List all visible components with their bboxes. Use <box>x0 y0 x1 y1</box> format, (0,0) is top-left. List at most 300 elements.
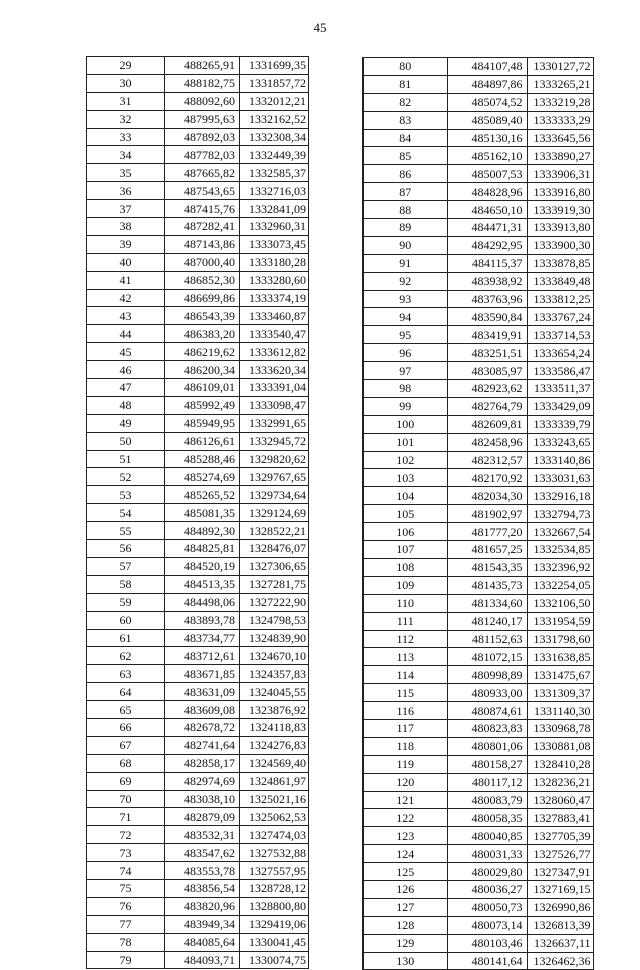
x-coordinate: 484471,31 <box>447 219 527 237</box>
x-coordinate: 480036,27 <box>447 880 527 898</box>
y-coordinate: 1324357,83 <box>240 665 309 683</box>
y-coordinate: 1329734,64 <box>240 486 309 504</box>
point-number: 125 <box>363 863 447 881</box>
y-coordinate: 1324045,55 <box>240 683 309 701</box>
x-coordinate: 483671,85 <box>165 665 240 683</box>
table-row <box>363 630 593 648</box>
y-coordinate: 1333586,47 <box>527 362 593 380</box>
y-coordinate: 1333812,25 <box>527 290 593 308</box>
point-number: 80 <box>363 58 447 76</box>
x-coordinate: 484292,95 <box>447 236 527 254</box>
x-coordinate: 486543,39 <box>165 307 240 325</box>
x-coordinate: 485081,35 <box>165 504 240 522</box>
point-number: 92 <box>363 272 447 290</box>
x-coordinate: 482609,81 <box>447 415 527 433</box>
table-row <box>363 952 593 970</box>
y-coordinate: 1333374,19 <box>240 289 309 307</box>
point-number: 70 <box>87 790 165 808</box>
y-coordinate: 1324569,40 <box>240 754 309 772</box>
x-coordinate: 487665,82 <box>165 164 240 182</box>
x-coordinate: 480029,80 <box>447 863 527 881</box>
table-row <box>87 235 309 253</box>
table-row <box>87 522 309 540</box>
point-number: 95 <box>363 326 447 344</box>
y-coordinate: 1324798,53 <box>240 611 309 629</box>
y-coordinate: 1327222,90 <box>240 593 309 611</box>
x-coordinate: 481334,60 <box>447 594 527 612</box>
point-number: 31 <box>87 92 165 110</box>
x-coordinate: 483763,96 <box>447 290 527 308</box>
y-coordinate: 1331954,59 <box>527 612 593 630</box>
x-coordinate: 482170,92 <box>447 469 527 487</box>
point-number: 128 <box>363 916 447 934</box>
x-coordinate: 481072,15 <box>447 648 527 666</box>
table-row <box>87 218 309 236</box>
x-coordinate: 485074,52 <box>447 93 527 111</box>
y-coordinate: 1332960,31 <box>240 218 309 236</box>
table-row <box>87 307 309 325</box>
y-coordinate: 1332106,50 <box>527 594 593 612</box>
point-number: 107 <box>363 541 447 559</box>
table-row <box>87 200 309 218</box>
y-coordinate: 1333913,80 <box>527 219 593 237</box>
y-coordinate: 1333280,60 <box>240 271 309 289</box>
y-coordinate: 1328800,80 <box>240 897 309 915</box>
table-row <box>87 289 309 307</box>
y-coordinate: 1324276,83 <box>240 736 309 754</box>
y-coordinate: 1327169,15 <box>527 880 593 898</box>
point-number: 63 <box>87 665 165 683</box>
x-coordinate: 483419,91 <box>447 326 527 344</box>
x-coordinate: 480823,83 <box>447 719 527 737</box>
y-coordinate: 1328728,12 <box>240 879 309 897</box>
y-coordinate: 1327281,75 <box>240 575 309 593</box>
y-coordinate: 1331638,85 <box>527 648 593 666</box>
point-number: 35 <box>87 164 165 182</box>
table-row <box>363 898 593 916</box>
point-number: 65 <box>87 701 165 719</box>
point-number: 73 <box>87 844 165 862</box>
table-row <box>363 469 593 487</box>
point-number: 96 <box>363 344 447 362</box>
table-row <box>87 790 309 808</box>
point-number: 39 <box>87 235 165 253</box>
point-number: 121 <box>363 791 447 809</box>
point-number: 119 <box>363 755 447 773</box>
x-coordinate: 484897,86 <box>447 75 527 93</box>
point-number: 36 <box>87 182 165 200</box>
coordinates-table-right <box>362 57 594 970</box>
y-coordinate: 1332308,34 <box>240 128 309 146</box>
x-coordinate: 487543,65 <box>165 182 240 200</box>
table-row <box>87 557 309 575</box>
point-number: 108 <box>363 558 447 576</box>
point-number: 77 <box>87 915 165 933</box>
table-row <box>87 486 309 504</box>
y-coordinate: 1333645,56 <box>527 129 593 147</box>
table-row <box>363 219 593 237</box>
point-number: 84 <box>363 129 447 147</box>
y-coordinate: 1333890,27 <box>527 147 593 165</box>
x-coordinate: 482678,72 <box>165 718 240 736</box>
x-coordinate: 483712,61 <box>165 647 240 665</box>
point-number: 74 <box>87 862 165 880</box>
point-number: 37 <box>87 200 165 218</box>
y-coordinate: 1330968,78 <box>527 719 593 737</box>
x-coordinate: 484093,71 <box>165 951 240 969</box>
x-coordinate: 488182,75 <box>165 74 240 92</box>
table-row <box>363 58 593 76</box>
x-coordinate: 484828,96 <box>447 183 527 201</box>
x-coordinate: 480031,33 <box>447 845 527 863</box>
y-coordinate: 1327557,95 <box>240 862 309 880</box>
y-coordinate: 1332534,85 <box>527 541 593 559</box>
table-row <box>363 916 593 934</box>
table-row <box>87 504 309 522</box>
point-number: 66 <box>87 718 165 736</box>
x-coordinate: 483085,97 <box>447 362 527 380</box>
table-row <box>87 933 309 951</box>
x-coordinate: 484107,48 <box>447 58 527 76</box>
point-number: 101 <box>363 433 447 451</box>
y-coordinate: 1332916,18 <box>527 487 593 505</box>
y-coordinate: 1331475,67 <box>527 666 593 684</box>
point-number: 67 <box>87 736 165 754</box>
table-row <box>363 362 593 380</box>
table-row <box>87 361 309 379</box>
y-coordinate: 1333767,24 <box>527 308 593 326</box>
x-coordinate: 480058,35 <box>447 809 527 827</box>
y-coordinate: 1333849,48 <box>527 272 593 290</box>
y-coordinate: 1329820,62 <box>240 450 309 468</box>
y-coordinate: 1333460,87 <box>240 307 309 325</box>
y-coordinate: 1333916,80 <box>527 183 593 201</box>
table-row <box>87 575 309 593</box>
x-coordinate: 482974,69 <box>165 772 240 790</box>
x-coordinate: 484085,64 <box>165 933 240 951</box>
point-number: 79 <box>87 951 165 969</box>
y-coordinate: 1333031,63 <box>527 469 593 487</box>
x-coordinate: 483856,54 <box>165 879 240 897</box>
table-row <box>363 666 593 684</box>
y-coordinate: 1327532,88 <box>240 844 309 862</box>
y-coordinate: 1333511,37 <box>527 380 593 398</box>
table-row <box>363 201 593 219</box>
point-number: 86 <box>363 165 447 183</box>
table-row <box>87 718 309 736</box>
x-coordinate: 483038,10 <box>165 790 240 808</box>
x-coordinate: 486200,34 <box>165 361 240 379</box>
y-coordinate: 1327883,41 <box>527 809 593 827</box>
table-row <box>363 397 593 415</box>
x-coordinate: 480874,61 <box>447 702 527 720</box>
x-coordinate: 488092,60 <box>165 92 240 110</box>
table-row <box>87 862 309 880</box>
table-row <box>87 879 309 897</box>
point-number: 52 <box>87 468 165 486</box>
y-coordinate: 1326990,86 <box>527 898 593 916</box>
x-coordinate: 486126,61 <box>165 432 240 450</box>
table-row <box>363 863 593 881</box>
table-row <box>87 182 309 200</box>
table-row <box>87 164 309 182</box>
y-coordinate: 1330041,45 <box>240 933 309 951</box>
x-coordinate: 486383,20 <box>165 325 240 343</box>
table-row <box>363 183 593 201</box>
y-coordinate: 1324861,97 <box>240 772 309 790</box>
point-number: 42 <box>87 289 165 307</box>
x-coordinate: 483553,78 <box>165 862 240 880</box>
y-coordinate: 1333098,47 <box>240 396 309 414</box>
point-number: 115 <box>363 684 447 702</box>
point-number: 110 <box>363 594 447 612</box>
x-coordinate: 480073,14 <box>447 916 527 934</box>
x-coordinate: 484825,81 <box>165 540 240 558</box>
point-number: 98 <box>363 380 447 398</box>
y-coordinate: 1332991,65 <box>240 414 309 432</box>
point-number: 30 <box>87 74 165 92</box>
y-coordinate: 1325062,53 <box>240 808 309 826</box>
x-coordinate: 484892,30 <box>165 522 240 540</box>
x-coordinate: 485162,10 <box>447 147 527 165</box>
y-coordinate: 1332667,54 <box>527 523 593 541</box>
table-row <box>87 379 309 397</box>
point-number: 85 <box>363 147 447 165</box>
x-coordinate: 487000,40 <box>165 253 240 271</box>
point-number: 34 <box>87 146 165 164</box>
y-coordinate: 1333265,21 <box>527 75 593 93</box>
point-number: 68 <box>87 754 165 772</box>
point-number: 114 <box>363 666 447 684</box>
point-number: 76 <box>87 897 165 915</box>
point-number: 61 <box>87 629 165 647</box>
point-number: 38 <box>87 218 165 236</box>
y-coordinate: 1323876,92 <box>240 701 309 719</box>
point-number: 57 <box>87 557 165 575</box>
point-number: 41 <box>87 271 165 289</box>
point-number: 126 <box>363 880 447 898</box>
point-number: 53 <box>87 486 165 504</box>
y-coordinate: 1332396,92 <box>527 558 593 576</box>
y-coordinate: 1331309,37 <box>527 684 593 702</box>
x-coordinate: 480103,46 <box>447 934 527 952</box>
point-number: 117 <box>363 719 447 737</box>
table-row <box>87 629 309 647</box>
point-number: 54 <box>87 504 165 522</box>
table-row <box>363 576 593 594</box>
table-row <box>363 809 593 827</box>
y-coordinate: 1332254,05 <box>527 576 593 594</box>
x-coordinate: 485007,53 <box>447 165 527 183</box>
x-coordinate: 480998,89 <box>447 666 527 684</box>
coordinates-table-left <box>86 56 309 969</box>
x-coordinate: 484650,10 <box>447 201 527 219</box>
point-number: 69 <box>87 772 165 790</box>
x-coordinate: 482741,64 <box>165 736 240 754</box>
y-coordinate: 1333900,30 <box>527 236 593 254</box>
point-number: 90 <box>363 236 447 254</box>
x-coordinate: 483547,62 <box>165 844 240 862</box>
point-number: 64 <box>87 683 165 701</box>
table-row <box>87 701 309 719</box>
table-row <box>363 612 593 630</box>
y-coordinate: 1328522,21 <box>240 522 309 540</box>
point-number: 105 <box>363 505 447 523</box>
point-number: 46 <box>87 361 165 379</box>
table-row <box>87 951 309 969</box>
x-coordinate: 487782,03 <box>165 146 240 164</box>
y-coordinate: 1326462,36 <box>527 952 593 970</box>
table-row <box>363 75 593 93</box>
table-row <box>363 684 593 702</box>
point-number: 71 <box>87 808 165 826</box>
x-coordinate: 483532,31 <box>165 826 240 844</box>
x-coordinate: 480050,73 <box>447 898 527 916</box>
x-coordinate: 484498,06 <box>165 593 240 611</box>
y-coordinate: 1326637,11 <box>527 934 593 952</box>
table-row <box>363 558 593 576</box>
y-coordinate: 1332162,52 <box>240 110 309 128</box>
x-coordinate: 485089,40 <box>447 111 527 129</box>
x-coordinate: 480040,85 <box>447 827 527 845</box>
point-number: 88 <box>363 201 447 219</box>
point-number: 118 <box>363 737 447 755</box>
table-row <box>363 827 593 845</box>
x-coordinate: 480117,12 <box>447 773 527 791</box>
table-row <box>363 165 593 183</box>
x-coordinate: 485949,95 <box>165 414 240 432</box>
table-row <box>87 146 309 164</box>
point-number: 127 <box>363 898 447 916</box>
point-number: 49 <box>87 414 165 432</box>
y-coordinate: 1332945,72 <box>240 432 309 450</box>
table-row <box>87 683 309 701</box>
x-coordinate: 482858,17 <box>165 754 240 772</box>
y-coordinate: 1330074,75 <box>240 951 309 969</box>
point-number: 82 <box>363 93 447 111</box>
table-row <box>363 773 593 791</box>
x-coordinate: 482312,57 <box>447 451 527 469</box>
table-row <box>363 380 593 398</box>
point-number: 78 <box>87 933 165 951</box>
point-number: 94 <box>363 308 447 326</box>
y-coordinate: 1324839,90 <box>240 629 309 647</box>
y-coordinate: 1333878,85 <box>527 254 593 272</box>
table-row <box>87 343 309 361</box>
point-number: 40 <box>87 253 165 271</box>
table-row <box>363 236 593 254</box>
table-row <box>363 934 593 952</box>
point-number: 83 <box>363 111 447 129</box>
y-coordinate: 1333429,09 <box>527 397 593 415</box>
point-number: 120 <box>363 773 447 791</box>
x-coordinate: 484520,19 <box>165 557 240 575</box>
point-number: 44 <box>87 325 165 343</box>
y-coordinate: 1333140,86 <box>527 451 593 469</box>
point-number: 97 <box>363 362 447 380</box>
x-coordinate: 488265,91 <box>165 57 240 75</box>
point-number: 130 <box>363 952 447 970</box>
point-number: 62 <box>87 647 165 665</box>
table-row <box>87 92 309 110</box>
x-coordinate: 481543,35 <box>447 558 527 576</box>
y-coordinate: 1331857,72 <box>240 74 309 92</box>
x-coordinate: 484513,35 <box>165 575 240 593</box>
table-row <box>363 541 593 559</box>
x-coordinate: 483251,51 <box>447 344 527 362</box>
x-coordinate: 486852,30 <box>165 271 240 289</box>
table-row <box>363 523 593 541</box>
x-coordinate: 483734,77 <box>165 629 240 647</box>
table-row <box>363 308 593 326</box>
table-row <box>87 844 309 862</box>
point-number: 58 <box>87 575 165 593</box>
x-coordinate: 480141,64 <box>447 952 527 970</box>
table-row <box>87 468 309 486</box>
table-row <box>363 254 593 272</box>
point-number: 113 <box>363 648 447 666</box>
point-number: 106 <box>363 523 447 541</box>
table-row <box>87 540 309 558</box>
table-row <box>363 648 593 666</box>
table-row <box>87 74 309 92</box>
point-number: 55 <box>87 522 165 540</box>
table-row <box>87 128 309 146</box>
point-number: 45 <box>87 343 165 361</box>
table-row <box>363 451 593 469</box>
point-number: 109 <box>363 576 447 594</box>
y-coordinate: 1330127,72 <box>527 58 593 76</box>
table-row <box>87 754 309 772</box>
y-coordinate: 1326813,39 <box>527 916 593 934</box>
point-number: 51 <box>87 450 165 468</box>
table-row <box>87 826 309 844</box>
x-coordinate: 480933,00 <box>447 684 527 702</box>
point-number: 93 <box>363 290 447 308</box>
y-coordinate: 1328060,47 <box>527 791 593 809</box>
table-row <box>87 593 309 611</box>
x-coordinate: 487415,76 <box>165 200 240 218</box>
table-row <box>87 808 309 826</box>
table-row <box>87 432 309 450</box>
x-coordinate: 485274,69 <box>165 468 240 486</box>
table-row <box>87 325 309 343</box>
table-row <box>363 594 593 612</box>
x-coordinate: 487892,03 <box>165 128 240 146</box>
y-coordinate: 1333919,30 <box>527 201 593 219</box>
point-number: 111 <box>363 612 447 630</box>
y-coordinate: 1333333,29 <box>527 111 593 129</box>
x-coordinate: 481152,63 <box>447 630 527 648</box>
y-coordinate: 1333339,79 <box>527 415 593 433</box>
table-row <box>363 737 593 755</box>
point-number: 47 <box>87 379 165 397</box>
table-row <box>363 702 593 720</box>
x-coordinate: 481657,25 <box>447 541 527 559</box>
y-coordinate: 1327526,77 <box>527 845 593 863</box>
y-coordinate: 1329419,06 <box>240 915 309 933</box>
point-number: 129 <box>363 934 447 952</box>
y-coordinate: 1324118,83 <box>240 718 309 736</box>
table-row <box>87 57 309 75</box>
y-coordinate: 1331140,30 <box>527 702 593 720</box>
y-coordinate: 1332794,73 <box>527 505 593 523</box>
point-number: 112 <box>363 630 447 648</box>
point-number: 32 <box>87 110 165 128</box>
y-coordinate: 1327705,39 <box>527 827 593 845</box>
x-coordinate: 486219,62 <box>165 343 240 361</box>
x-coordinate: 487995,63 <box>165 110 240 128</box>
